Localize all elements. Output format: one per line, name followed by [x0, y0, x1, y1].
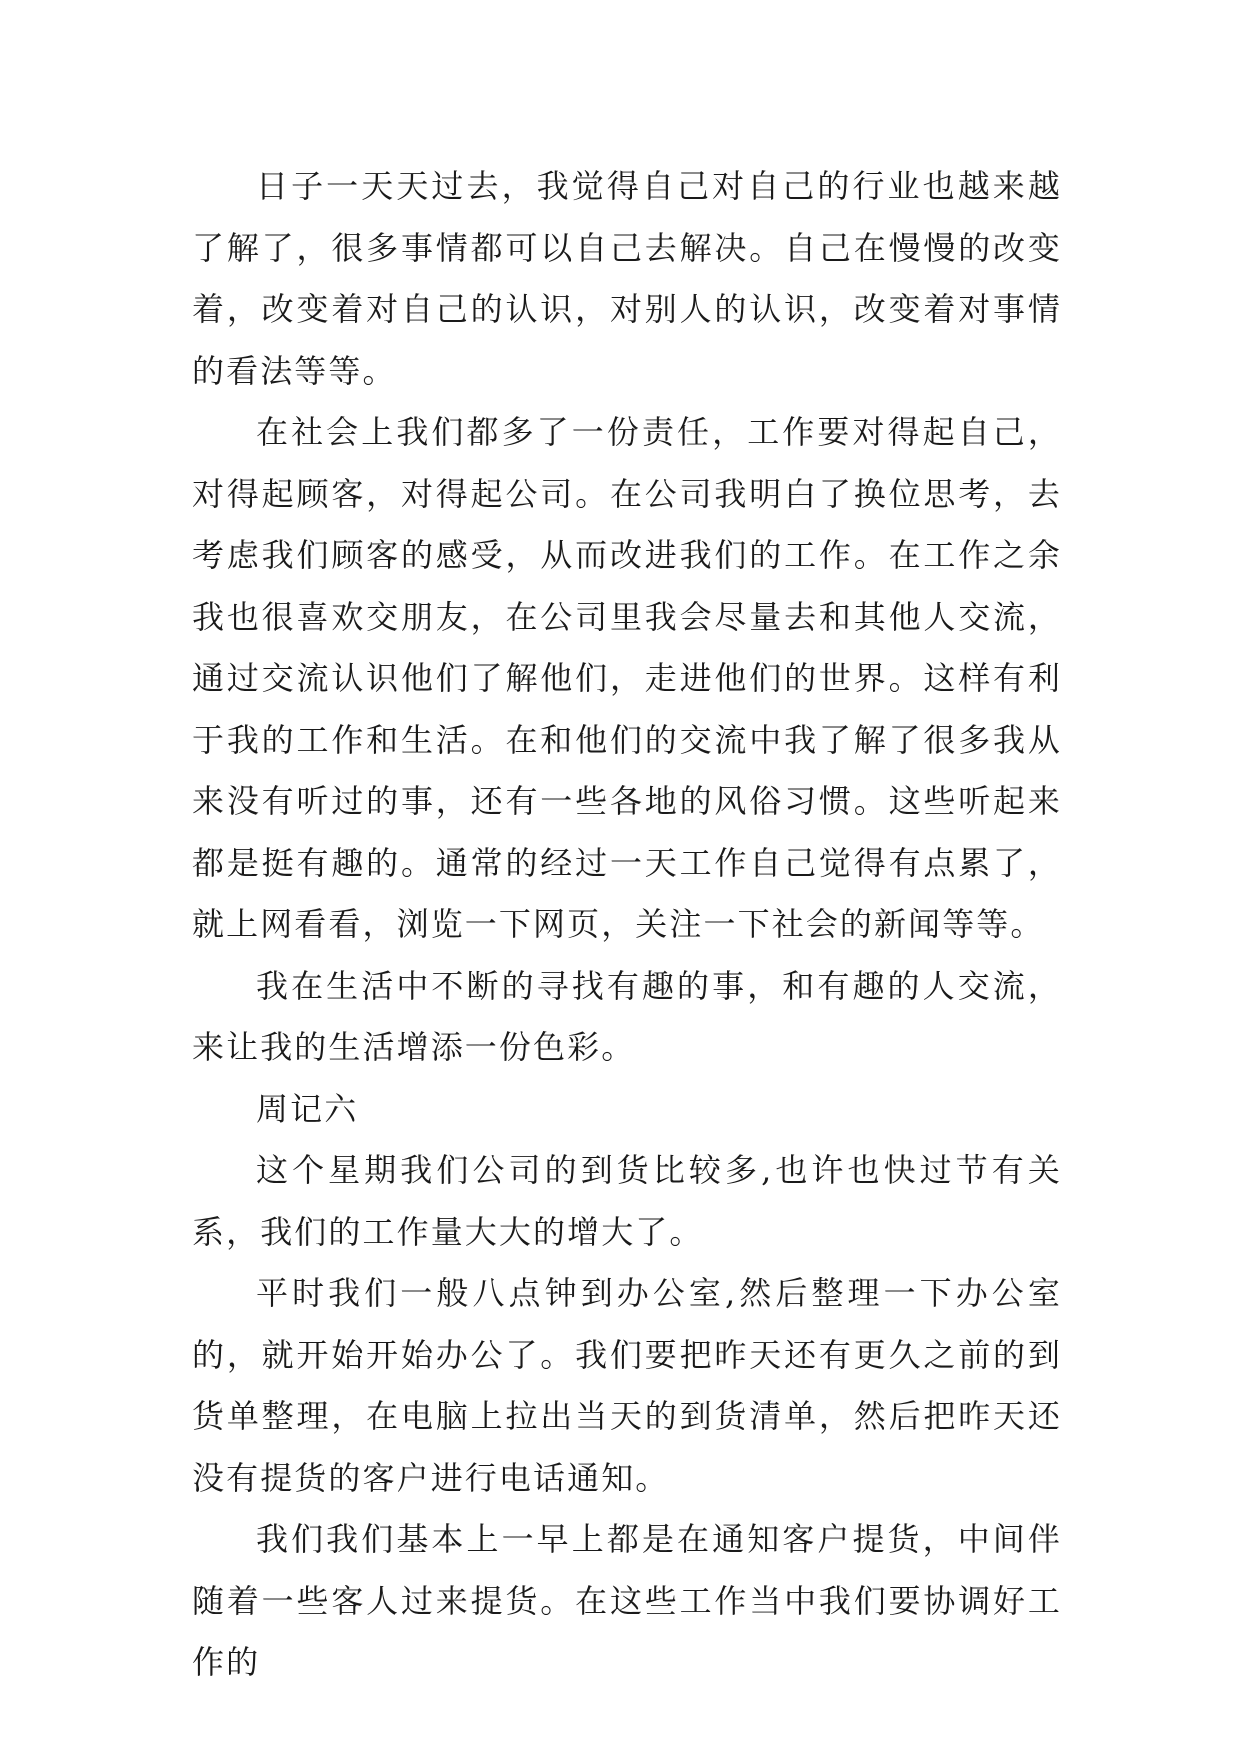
paragraph-1: 日子一天天过去，我觉得自己对自己的行业也越来越了解了，很多事情都可以自己去解决。自己在慢慢的改变着，改变着对自己的认识，对别人的认识，改变着对事情的看法等等。 — [192, 167, 1062, 390]
document-body — [192, 156, 1062, 1694]
paragraph-3: 我在生活中不断的寻找有趣的事，和有趣的人交流，来让我的生活增添一份色彩。 — [192, 966, 1062, 1066]
paragraph-5: 平时我们一般八点钟到办公室,然后整理一下办公室的，就开始开始办公了。我们要把昨天还有更久之前的到货单整理，在电脑上拉出当天的到货清单，然后把昨天还没有提货的客户进行电话通知。 — [192, 1274, 1062, 1497]
paragraph-4: 这个星期我们公司的到货比较多,也许也快过节有关系，我们的工作量大大的增大了。 — [192, 1151, 1062, 1251]
paragraph-6: 我们我们基本上一早上都是在通知客户提货，中间伴随着一些客人过来提货。在这些工作当中我们要协调好工作的 — [192, 1520, 1062, 1681]
section-heading: 周记六 — [256, 1089, 359, 1128]
paragraph-2: 在社会上我们都多了一份责任，工作要对得起自己，对得起顾客，对得起公司。在公司我明白了换位思考，去考虑我们顾客的感受，从而改进我们的工作。在工作之余我也很喜欢交朋友，在公司里我会尽量去和其他人交流，通过交流认识他们了解他们，走进他们的世界。这样有利于我的工作和生活。在和他们的交流中我了解了很多我从来没有听过的事，还有一些各地的风俗习惯。这些听起来都是挺有趣的。通常的经过一天工作自己觉得有点累了，就上网看看，浏览一下网页，关注一下社会的新闻等等。 — [192, 413, 1062, 943]
